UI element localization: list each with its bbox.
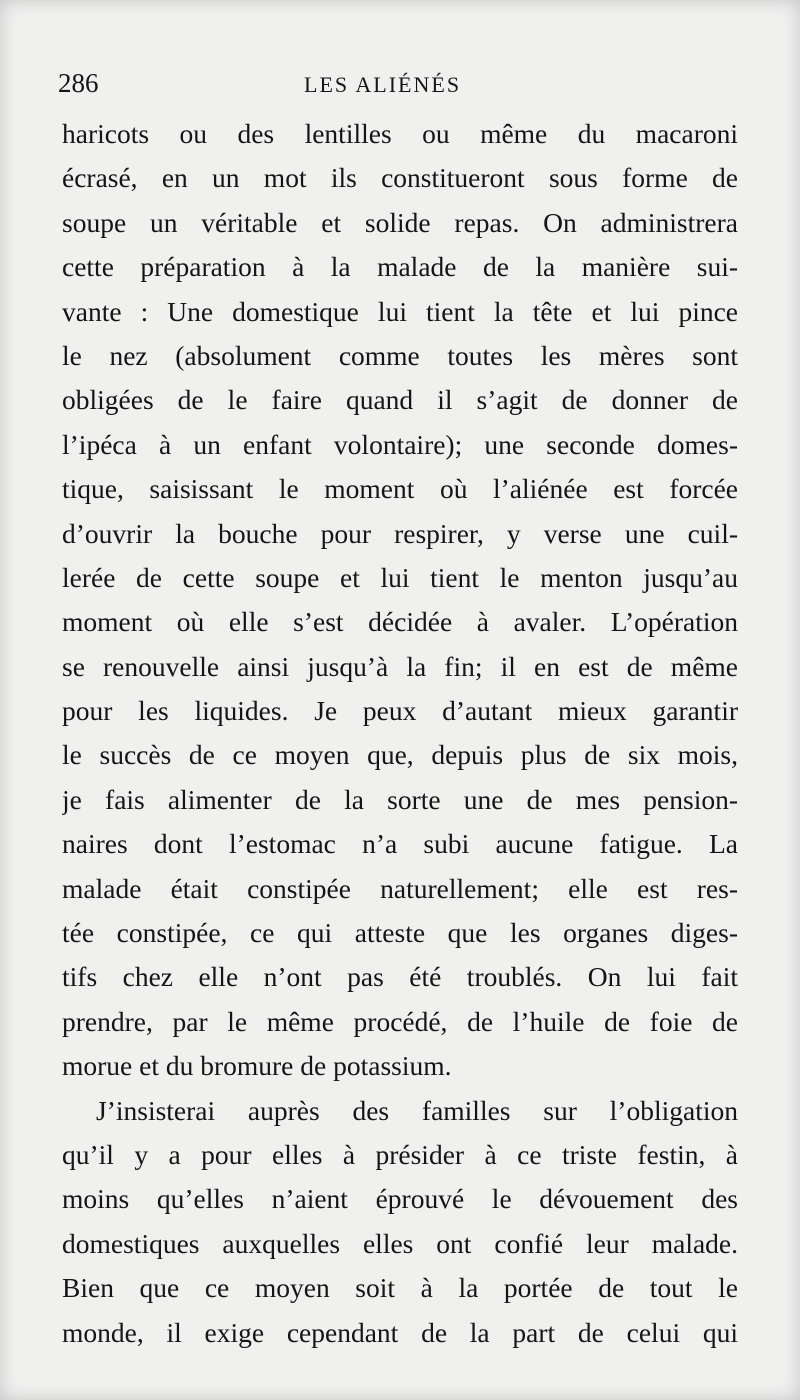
text-line: lerée de cette soupe et lui tient le menton jusqu’au [62,561,738,593]
running-head: LES ALIÉNÉS [304,72,462,97]
body-text [62,112,738,1355]
text-line: obligées de le faire quand il s’agit de donner de [62,384,738,416]
text-line: monde, il exige cependant de la part de celui qui [62,1316,738,1348]
page-header [58,62,748,102]
text-line: soupe un véritable et solide repas. On administrera [62,206,738,238]
text-line: tifs chez elle n’ont pas été troublés. On lui fait [62,961,738,993]
text-line: tée constipée, ce qui atteste que les organes diges- [62,917,738,949]
paragraph-start-line: J’insisterai auprès des familles sur l’obligation [96,1094,738,1126]
text-line: naires dont l’estomac n’a subi aucune fatigue. La [62,828,738,860]
text-line: vante : Une domestique lui tient la tête et lui pince [62,295,738,327]
paragraph-end-line: morue et du bromure de potassium. [62,1050,452,1082]
text-line: malade était constipée naturellement; elle est res- [62,872,738,904]
text-line: pour les liquides. Je peux d’autant mieux garantir [62,695,738,727]
text-line: Bien que ce moyen soit à la portée de tout le [62,1272,738,1304]
text-line: le nez (absolument comme toutes les mères sont [62,339,738,371]
text-line: prendre, par le même procédé, de l’huile de foie de [62,1005,738,1037]
page-number: 286 [58,68,99,98]
text-line: cette préparation à la malade de la manière sui- [62,251,738,283]
text-line: je fais alimenter de la sorte une de mes pension- [62,783,738,815]
text-line: haricots ou des lentilles ou même du macaroni [62,118,738,149]
text-line: moment où elle s’est décidée à avaler. L’opération [62,606,738,638]
text-line: domestiques auxquelles elles ont confié leur malade. [62,1227,738,1259]
text-line: tique, saisissant le moment où l’aliénée est forcée [62,473,738,505]
text-line: l’ipéca à un enfant volontaire); une seconde domes- [62,428,738,460]
text-line: d’ouvrir la bouche pour respirer, y verse une cuil- [62,517,738,549]
text-line: écrasé, en un mot ils constitueront sous forme de [62,162,738,194]
text-line: moins qu’elles n’aient éprouvé le dévouement des [62,1183,738,1215]
text-line: qu’il y a pour elles à présider à ce triste festin, à [62,1138,738,1170]
text-line: se renouvelle ainsi jusqu’à la fin; il en est de même [62,650,738,682]
text-line: le succès de ce moyen que, depuis plus de six mois, [62,739,738,771]
